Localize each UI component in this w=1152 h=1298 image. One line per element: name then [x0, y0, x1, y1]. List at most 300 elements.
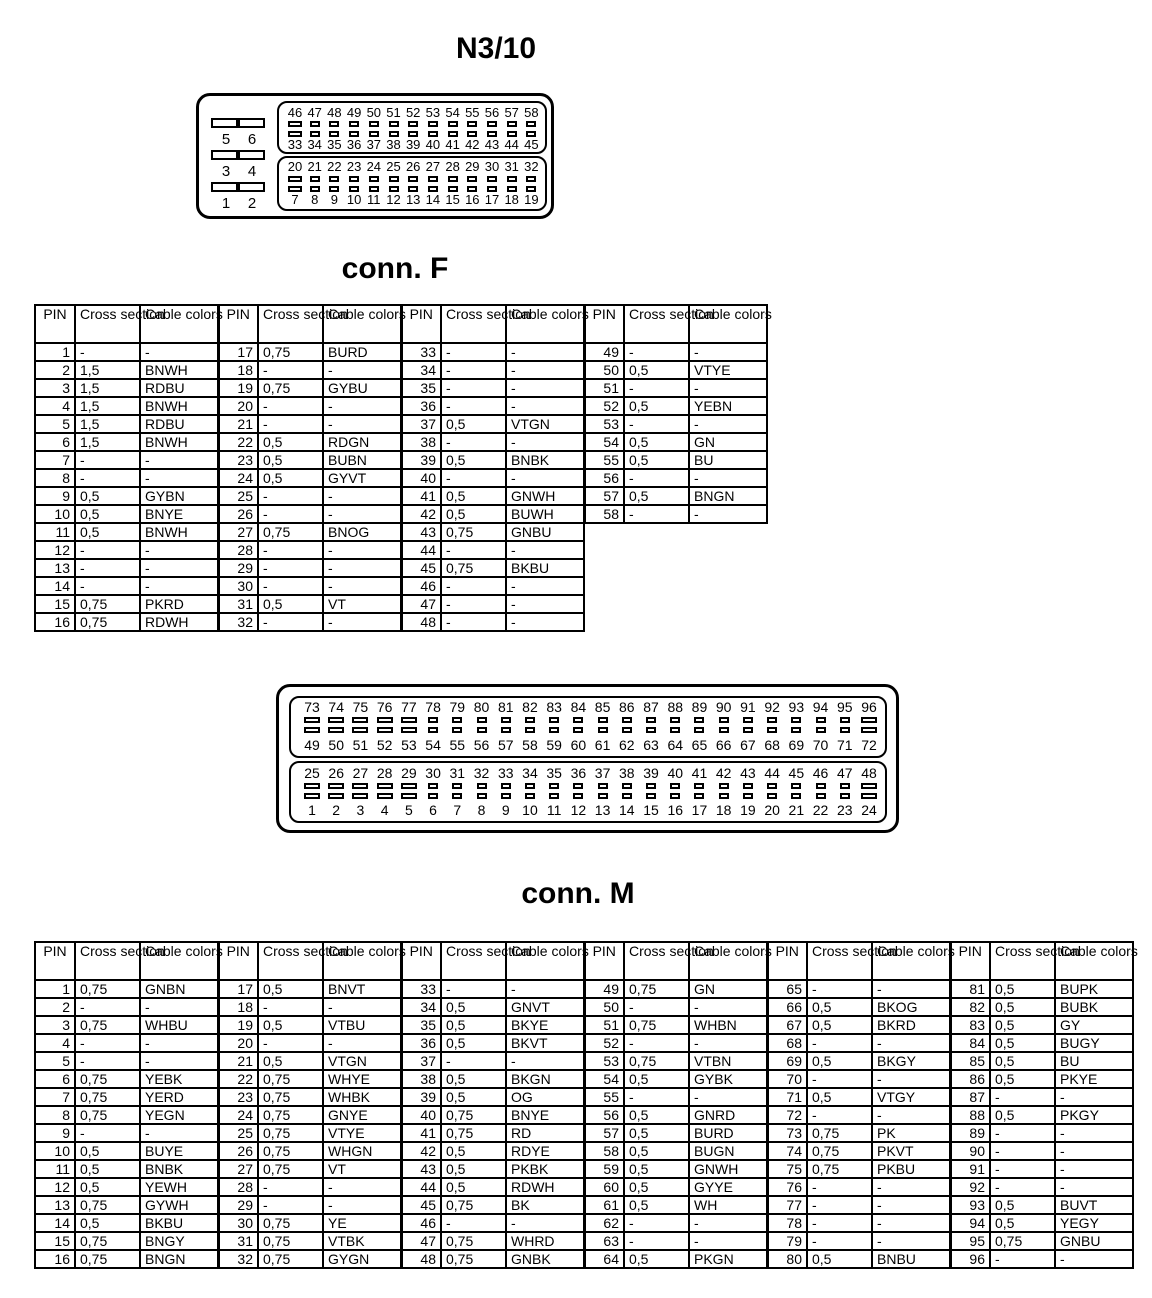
cable-color: WHRD	[506, 1232, 584, 1250]
pin-number: 12	[35, 541, 75, 559]
pin-number: 55	[584, 1088, 624, 1106]
pin-number: 16	[667, 802, 684, 818]
pin-contact	[389, 121, 399, 127]
pin-number: 53	[584, 415, 624, 433]
cable-color: -	[323, 1196, 401, 1214]
header-pin: PIN	[950, 942, 990, 980]
cross-section: -	[807, 1214, 872, 1232]
header-pin: PIN	[401, 942, 441, 980]
power-pin-rect	[211, 182, 238, 192]
pin-contact	[646, 717, 656, 723]
pin-number: 44	[504, 137, 519, 152]
cable-color: -	[323, 1178, 401, 1196]
pin-contact	[840, 717, 850, 723]
pin-number: 16	[35, 613, 75, 631]
pin-number: 2	[35, 998, 75, 1016]
cross-section: -	[990, 1178, 1055, 1196]
pin-number: 37	[401, 1052, 441, 1070]
cross-section: -	[624, 469, 689, 487]
pin-number: 24	[861, 802, 877, 818]
cross-section: 0,5	[441, 1070, 506, 1088]
pin-number: 11	[546, 802, 562, 818]
pin-contact	[329, 121, 339, 127]
pin-contact	[622, 793, 632, 799]
pin-number: 39	[401, 1088, 441, 1106]
cable-color: -	[1055, 1160, 1133, 1178]
pin-contact	[452, 793, 462, 799]
pin-contact	[428, 121, 438, 127]
pin-number: 52	[584, 397, 624, 415]
pin-number: 43	[401, 1160, 441, 1178]
cross-section: 1,5	[75, 433, 140, 451]
cable-color: -	[872, 1034, 950, 1052]
pin-number: 77	[401, 699, 417, 715]
table-row	[35, 361, 767, 379]
pin-contact	[694, 793, 704, 799]
cross-section: -	[75, 451, 140, 469]
pin-contact	[328, 727, 344, 733]
table-row	[35, 559, 767, 577]
pin-contact	[549, 793, 559, 799]
pin-number: 21	[218, 1052, 258, 1070]
cross-section: 0,75	[75, 1088, 140, 1106]
pin-contact	[304, 717, 320, 723]
pin-number: 27	[352, 765, 369, 781]
pin-contact	[840, 727, 850, 733]
header-cross: Cross section	[75, 942, 140, 980]
pin-number: 34	[522, 765, 538, 781]
cable-color: -	[506, 1214, 584, 1232]
pin-number: 13	[35, 1196, 75, 1214]
table-row	[35, 541, 767, 559]
pin-number: 33	[401, 343, 441, 361]
pin-number: 82	[950, 998, 990, 1016]
pin-contact	[525, 717, 535, 723]
pin-contact	[328, 793, 344, 799]
cross-section: 0,5	[990, 1070, 1055, 1088]
pin-number: 10	[346, 192, 362, 207]
cross-section: 0,75	[75, 1196, 140, 1214]
pin-number: 20	[218, 397, 258, 415]
power-pin-rect	[238, 150, 265, 160]
pin-number: 78	[425, 699, 441, 715]
pin-number: 48	[861, 765, 877, 781]
pin-contact	[646, 783, 656, 789]
pin-number: 25	[218, 1124, 258, 1142]
pin-contact	[767, 727, 777, 733]
cable-color: BKVT	[506, 1034, 584, 1052]
empty-cell	[584, 559, 624, 577]
cable-color: -	[323, 487, 401, 505]
pin-number: 80	[767, 1250, 807, 1268]
pin-number: 86	[950, 1070, 990, 1088]
cable-color: BNWH	[140, 433, 218, 451]
pin-number: 73	[767, 1124, 807, 1142]
cross-section: -	[75, 469, 140, 487]
cable-color: -	[872, 1106, 950, 1124]
cross-section: -	[258, 415, 323, 433]
pin-number: 19	[524, 192, 539, 207]
cross-section: -	[258, 541, 323, 559]
cable-color: BKOG	[872, 998, 950, 1016]
pin-number: 34	[401, 361, 441, 379]
pin-contact	[501, 727, 511, 733]
empty-cell	[689, 577, 767, 595]
pin-number: 74	[328, 699, 344, 715]
cable-color: -	[506, 379, 584, 397]
pin-number: 87	[643, 699, 659, 715]
cable-color: BNGY	[140, 1232, 218, 1250]
cable-color: WHYE	[323, 1070, 401, 1088]
cable-color: PKVT	[872, 1142, 950, 1160]
pin-number: 54	[584, 433, 624, 451]
pin-number: 40	[401, 469, 441, 487]
cross-section: -	[75, 1124, 140, 1142]
pin-number: 50	[584, 998, 624, 1016]
pin-contact	[352, 793, 368, 799]
cross-section: -	[624, 415, 689, 433]
pin-number: 41	[401, 1124, 441, 1142]
pin-number: 35	[546, 765, 562, 781]
table-row	[35, 523, 767, 541]
cable-color: YEWH	[140, 1178, 218, 1196]
cross-section: 0,5	[807, 1052, 872, 1070]
cable-color: -	[1055, 1178, 1133, 1196]
cross-section: -	[258, 577, 323, 595]
cable-color: GNWH	[506, 487, 584, 505]
pin-number: 30	[425, 765, 441, 781]
pin-contact	[598, 793, 608, 799]
empty-cell	[584, 541, 624, 559]
cable-color: -	[506, 613, 584, 631]
pin-number: 92	[764, 699, 780, 715]
cross-section: -	[990, 1160, 1055, 1178]
pin-number: 81	[497, 699, 514, 715]
cross-section: 0,75	[258, 1070, 323, 1088]
cable-color: BK	[506, 1196, 584, 1214]
cable-color: BNVT	[323, 980, 401, 998]
cross-section: -	[258, 505, 323, 523]
pin-number: 7	[35, 451, 75, 469]
pin-contact	[598, 727, 608, 733]
pin-contact	[526, 176, 536, 182]
pin-contact	[816, 783, 826, 789]
pin-contact	[448, 176, 458, 182]
header-color: Cable colors	[689, 305, 767, 343]
cross-section: 0,5	[624, 1070, 689, 1088]
cable-color: BNBU	[872, 1250, 950, 1268]
pin-contact	[719, 717, 729, 723]
pin-contact	[377, 793, 393, 799]
cable-color: PKGY	[1055, 1106, 1133, 1124]
cable-color: GN	[689, 980, 767, 998]
cross-section: -	[258, 487, 323, 505]
cable-color: BNYE	[140, 505, 218, 523]
pin-number: 60	[570, 737, 587, 753]
table-row	[35, 433, 767, 451]
pin-contact	[377, 783, 393, 789]
table-row	[35, 1070, 1133, 1088]
pin-number: 3	[35, 1016, 75, 1034]
cross-section: 0,75	[258, 1160, 323, 1178]
cable-color: GNBU	[1055, 1232, 1133, 1250]
pin-number: 42	[401, 505, 441, 523]
pin-number: 32	[524, 159, 539, 174]
pin-number: 49	[346, 105, 362, 120]
header-color: Cable colors	[872, 942, 950, 980]
pin-contact	[743, 793, 753, 799]
pin-contact	[452, 783, 462, 789]
pin-number: 19	[740, 802, 756, 818]
cross-section: 0,5	[990, 1052, 1055, 1070]
pin-number: 50	[584, 361, 624, 379]
cross-section: -	[807, 980, 872, 998]
cable-color: -	[689, 1088, 767, 1106]
pin-number: 23	[836, 802, 853, 818]
conn-m-title: conn. M	[521, 877, 635, 910]
table-row	[35, 1124, 1133, 1142]
pin-contact	[352, 727, 368, 733]
pin-number: 51	[584, 379, 624, 397]
header-pin: PIN	[767, 942, 807, 980]
pin-number: 31	[504, 159, 519, 174]
cross-section: 0,5	[75, 1178, 140, 1196]
empty-cell	[584, 595, 624, 613]
empty-cell	[584, 577, 624, 595]
cross-section: 0,5	[990, 1196, 1055, 1214]
cable-color: BUYE	[140, 1142, 218, 1160]
cable-color: YEBK	[140, 1070, 218, 1088]
table-row	[35, 1250, 1133, 1268]
table-row	[35, 980, 1133, 998]
pin-contact	[507, 176, 517, 182]
pin-contact	[401, 783, 417, 789]
cable-color: BKBU	[506, 559, 584, 577]
header-cross: Cross section	[258, 305, 323, 343]
header-cross: Cross section	[624, 305, 689, 343]
header-color: Cable colors	[323, 305, 401, 343]
header-cross: Cross section	[807, 942, 872, 980]
cross-section: 0,75	[258, 523, 323, 541]
empty-cell	[584, 613, 624, 631]
pin-number: 28	[376, 765, 393, 781]
n310-connector-diagram	[196, 93, 554, 219]
pin-contact	[477, 727, 487, 733]
cable-color: -	[323, 415, 401, 433]
cross-section: -	[441, 397, 506, 415]
cable-color: VT	[323, 595, 401, 613]
pin-contact	[816, 727, 826, 733]
pin-number: 75	[767, 1160, 807, 1178]
cross-section: 1,5	[75, 415, 140, 433]
pin-contact	[428, 176, 438, 182]
pin-number: 49	[304, 737, 320, 753]
pin-number: 29	[218, 1196, 258, 1214]
cable-color: -	[323, 505, 401, 523]
cable-color: RDWH	[506, 1178, 584, 1196]
pin-number: 86	[619, 699, 635, 715]
pin-number: 14	[35, 1214, 75, 1232]
pin-number: 39	[643, 765, 659, 781]
pin-number: 18	[218, 998, 258, 1016]
cable-color: WHGN	[323, 1142, 401, 1160]
cross-section: 0,75	[441, 523, 506, 541]
pin-number: 84	[950, 1034, 990, 1052]
pin-number: 58	[522, 737, 538, 753]
pin-number: 48	[401, 613, 441, 631]
table-row	[35, 1052, 1133, 1070]
cross-section: -	[990, 1142, 1055, 1160]
pin-contact	[401, 793, 417, 799]
cross-section: 0,5	[624, 1142, 689, 1160]
pin-contact	[477, 717, 487, 723]
table-row	[35, 1178, 1133, 1196]
table-row	[35, 1016, 1133, 1034]
cross-section: 0,5	[75, 487, 140, 505]
pin-contact	[401, 727, 417, 733]
cable-color: BKGY	[872, 1052, 950, 1070]
cross-section: 0,5	[624, 1124, 689, 1142]
pin-contact	[743, 717, 753, 723]
pin-contact	[310, 176, 320, 182]
pin-contact	[304, 727, 320, 733]
cable-color: -	[506, 397, 584, 415]
cross-section: 0,5	[624, 361, 689, 379]
pin-contact	[401, 717, 417, 723]
cross-section: 0,5	[75, 1160, 140, 1178]
pin-number: 15	[35, 1232, 75, 1250]
table-row	[35, 379, 767, 397]
pin-number: 89	[691, 699, 708, 715]
cable-color: BNBK	[506, 451, 584, 469]
cable-color: BNGN	[140, 1250, 218, 1268]
cross-section: -	[624, 1214, 689, 1232]
pin-number: 45	[401, 559, 441, 577]
pin-number: 68	[764, 737, 780, 753]
pin-contact	[428, 783, 438, 789]
pin-number: 57	[584, 487, 624, 505]
pin-contact	[816, 793, 826, 799]
pin-number: 57	[584, 1124, 624, 1142]
pin-number: 40	[425, 137, 441, 152]
cross-section: -	[75, 343, 140, 361]
cable-color: -	[140, 1124, 218, 1142]
power-pin-rect	[238, 182, 265, 192]
table-row	[35, 451, 767, 469]
pin-number: 27	[218, 523, 258, 541]
pin-contact	[670, 727, 680, 733]
cable-color: GYBU	[323, 379, 401, 397]
pin-number: 30	[218, 577, 258, 595]
pin-number: 14	[619, 802, 635, 818]
pin-contact	[840, 793, 850, 799]
pin-number: 26	[328, 765, 344, 781]
pin-contact	[573, 727, 583, 733]
pin-number: 23	[346, 159, 362, 174]
pin-number: 24	[218, 469, 258, 487]
pin-number: 96	[950, 1250, 990, 1268]
header-color: Cable colors	[506, 942, 584, 980]
pin-number: 24	[366, 159, 382, 174]
pin-contact	[767, 793, 777, 799]
pin-number: 43	[740, 765, 756, 781]
cable-color: -	[323, 577, 401, 595]
power-pin-number: 5	[221, 131, 231, 148]
cable-color: VTGY	[872, 1088, 950, 1106]
cable-color: VTYE	[323, 1124, 401, 1142]
empty-cell	[624, 613, 689, 631]
pin-number: 93	[950, 1196, 990, 1214]
cable-color: -	[140, 998, 218, 1016]
pin-number: 81	[950, 980, 990, 998]
pin-number: 92	[950, 1178, 990, 1196]
cable-color: -	[1055, 1250, 1133, 1268]
cable-color: GNBU	[506, 523, 584, 541]
pin-number: 38	[619, 765, 635, 781]
pin-number: 45	[401, 1196, 441, 1214]
cable-color: BUBN	[323, 451, 401, 469]
pin-number: 46	[401, 577, 441, 595]
pin-contact	[288, 176, 302, 182]
pin-contact	[861, 717, 877, 723]
pin-number: 67	[767, 1016, 807, 1034]
cross-section: -	[624, 1088, 689, 1106]
pin-number: 65	[767, 980, 807, 998]
cable-color: -	[872, 1070, 950, 1088]
cross-section: 0,75	[258, 1214, 323, 1232]
cable-color: PKGN	[689, 1250, 767, 1268]
pin-number: 6	[35, 1070, 75, 1088]
cable-color: -	[140, 343, 218, 361]
cross-section: -	[441, 541, 506, 559]
pin-contact	[452, 717, 462, 723]
pin-number: 44	[764, 765, 780, 781]
pin-number: 96	[861, 699, 877, 715]
pin-number: 4	[35, 1034, 75, 1052]
header-pin: PIN	[401, 305, 441, 343]
pin-contact	[622, 727, 632, 733]
pin-number: 13	[594, 802, 611, 818]
cross-section: -	[441, 1214, 506, 1232]
cross-section: 0,5	[441, 998, 506, 1016]
pin-number: 29	[401, 765, 417, 781]
pin-contact	[304, 793, 320, 799]
pin-number: 94	[950, 1214, 990, 1232]
cross-section: 0,5	[441, 1034, 506, 1052]
pin-number: 82	[522, 699, 538, 715]
pin-number: 24	[218, 1106, 258, 1124]
cross-section: -	[258, 1178, 323, 1196]
cable-color: -	[1055, 1124, 1133, 1142]
cross-section: -	[990, 1250, 1055, 1268]
pin-number: 35	[401, 1016, 441, 1034]
pin-number: 32	[218, 613, 258, 631]
pin-contact	[549, 727, 559, 733]
cross-section: 0,5	[990, 1034, 1055, 1052]
pin-number: 75	[352, 699, 369, 715]
cross-section: -	[441, 361, 506, 379]
pin-number: 59	[546, 737, 562, 753]
cross-section: 0,5	[624, 1106, 689, 1124]
pin-number: 20	[764, 802, 780, 818]
cross-section: 0,5	[258, 1016, 323, 1034]
pin-number: 7	[453, 802, 462, 818]
pin-number: 52	[584, 1034, 624, 1052]
pin-number: 20	[218, 1034, 258, 1052]
empty-cell	[689, 595, 767, 613]
pin-contact	[487, 121, 497, 127]
pin-number: 26	[218, 1142, 258, 1160]
